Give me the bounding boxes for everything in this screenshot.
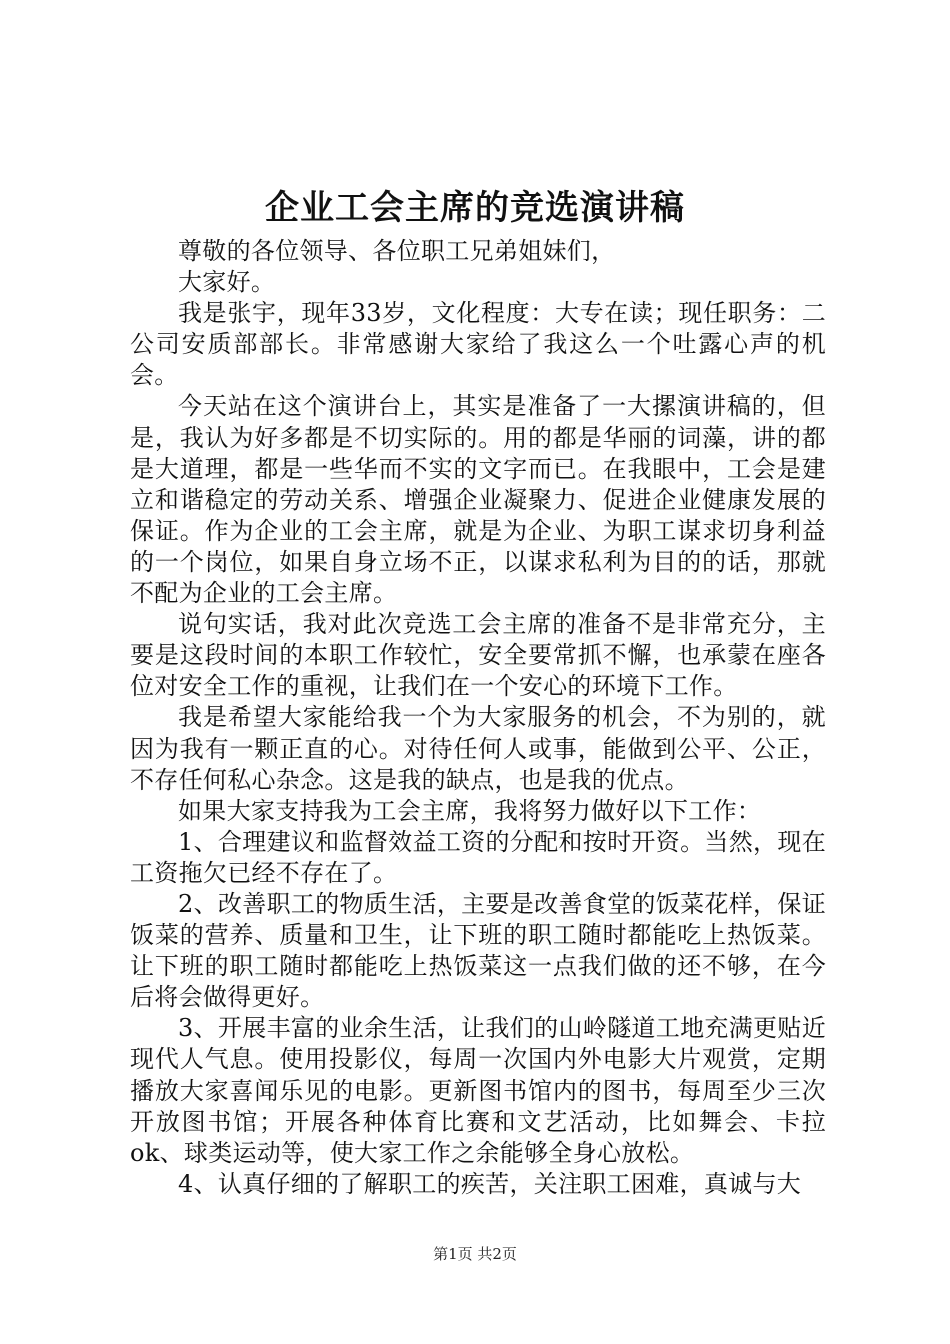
document-title: 企业工会主席的竞选演讲稿 — [265, 188, 685, 228]
paragraph-union-view: 今天站在这个演讲台上，其实是准备了一大摞演讲稿的，但是，我认为好多都是不切实际的。用的都是华丽的词藻，讲的都是大道理，都是一些华而不实的文字而已。在我眼中，工会是建立和谐稳定的劳动关系、增强企业凝聚力、促进企业健康发展的保证。作为企业的工会主席，就是为企业、为职工谋求切身利益的一个岗位，如果自身立场不正，以谋求私利为目的的话，那就不配为企业的工会主席。 — [130, 392, 826, 608]
paragraph-introduction: 我是张宇，现年33岁，文化程度：大专在读；现任职务：二公司安质部部长。非常感谢大家给了我这么一个吐露心声的机会。 — [130, 299, 826, 390]
paragraph-preparation: 说句实话，我对此次竞选工会主席的准备不是非常充分，主要是这段时间的本职工作较忙，安全要常抓不懈，也承蒙在座各位对安全工作的重视，让我们在一个安心的环境下工作。 — [130, 610, 826, 701]
document-body — [130, 236, 826, 1200]
paragraph-motivation: 我是希望大家能给我一个为大家服务的机会，不为别的，就因为我有一颗正直的心。对待任何人或事，能做到公平、公正，不存任何私心杂念。这是我的缺点，也是我的优点。 — [130, 703, 826, 794]
paragraph-salutation: 尊敬的各位领导、各位职工兄弟姐妹们， — [178, 237, 616, 265]
page-footer: 第1页 共2页 — [433, 1245, 517, 1263]
paragraph-plan-intro: 如果大家支持我为工会主席，我将努力做好以下工作： — [178, 796, 762, 825]
paragraph-plan-item-4: 4、认真仔细的了解职工的疾苦，关注职工困难，真诚与大 — [178, 1169, 802, 1198]
paragraph-plan-item-2: 2、改善职工的物质生活，主要是改善食堂的饭菜花样，保证饭菜的营养、质量和卫生，让下班的职工随时都能吃上热饭菜。让下班的职工随时都能吃上热饭菜这一点我们做的还不够，在今后将会做得更好。 — [130, 889, 826, 1012]
paragraph-plan-item-1: 1、合理建议和监督效益工资的分配和按时开资。当然，现在工资拖欠已经不存在了。 — [130, 827, 826, 887]
paragraph-plan-item-3: 3、开展丰富的业余生活，让我们的山岭隧道工地充满更贴近现代人气息。使用投影仪，每周一次国内外电影大片观赏，定期播放大家喜闻乐见的电影。更新图书馆内的图书，每周至少三次开放图书馆；开展各种体育比赛和文艺活动，比如舞会、卡拉ok、球类运动等，使大家工作之余能够全身心放松。 — [130, 1014, 826, 1167]
paragraph-greeting: 大家好。 — [178, 268, 276, 297]
